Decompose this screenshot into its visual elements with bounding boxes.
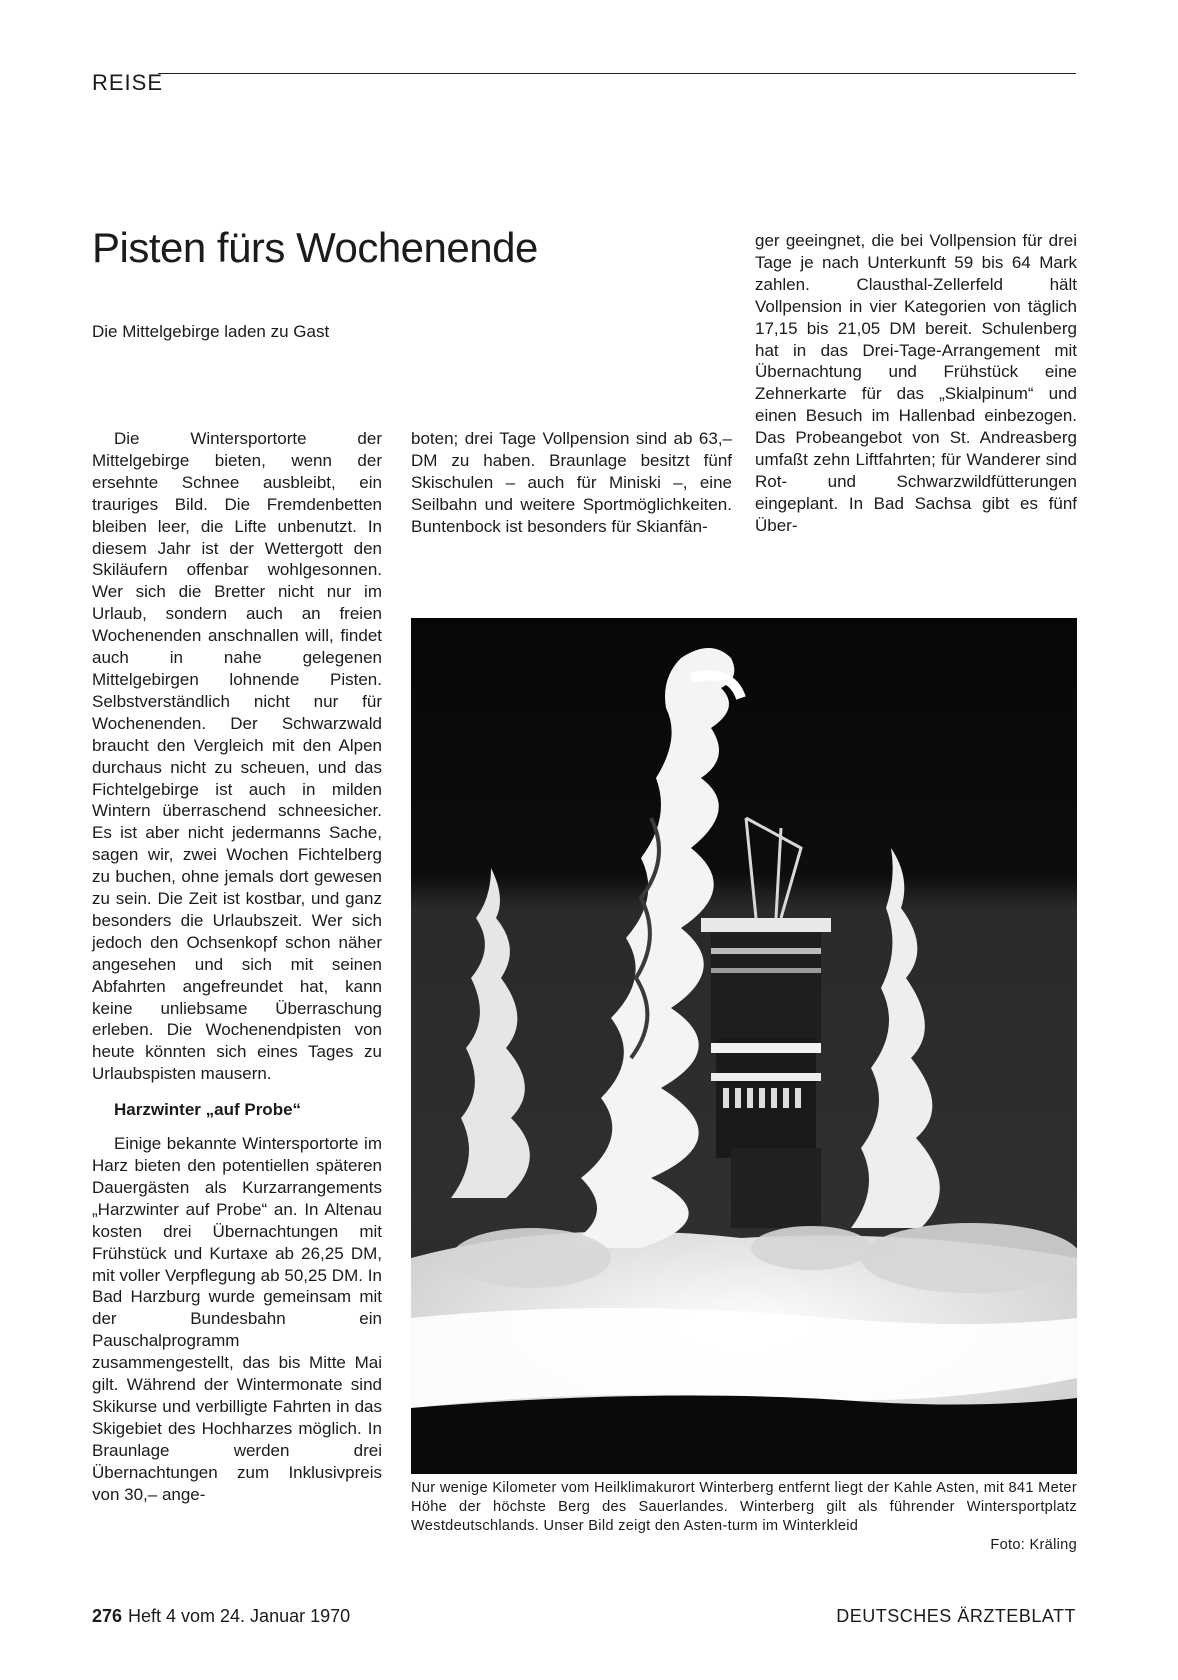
page-number: 276 <box>92 1606 123 1626</box>
snow-scene-illustration <box>411 618 1077 1474</box>
paragraph-col2: boten; drei Tage Vollpension sind ab 63,– DM zu haben. Braunlage besitzt fünf Skischulen – auch für Miniski –, eine Seilbahn und weitere Sportmöglichkeiten. Buntenbock ist besonders für Skianfän- <box>411 429 732 536</box>
section-label: REISE <box>92 70 164 95</box>
photo-astenturm-winter <box>411 618 1077 1474</box>
paragraph-harz: Einige bekannte Wintersportorte im Harz bieten den potentiellen späteren Dauergästen als Kurzarrangements „Harzwinter auf Probe“ an. In Altenau kosten drei Übernachtungen mit Frühstück und Kurtaxe ab 26,25 DM, mit voller Verpflegung ab 50,25 DM. In Bad Harzburg wurde gemeinsam mit der Bundesbahn ein Pauschalprogramm zusammengestellt, das bis Mitte Mai gilt. Während der Wintermonate sind Skikurse und verbilligte Fahrten in das Skigebiet des Hochharzes möglich. In Braunlage werden drei Übernachtungen zum Inklusivpreis von 30,– ange- <box>92 1134 382 1504</box>
journal-name: DEUTSCHES ÄRZTEBLATT <box>836 1606 1076 1626</box>
section-heading: Harzwinter „auf Probe“ <box>114 1100 302 1120</box>
paragraph-intro: Die Wintersportorte der Mittelgebirge bieten, wenn der ersehnte Schnee ausbleibt, ein trauriges Bild. Die Fremdenbetten bleiben leer, die Lifte unbenutzt. In diesem Jahr ist der Wettergott den Skiläufern offenbar wohlgesonnen. Wer sich die Bretter nicht nur im Urlaub, sondern auch an freien Wochenenden anschnallen will, findet auch in nahe gelegenen Mittelgebirgen lohnende Pisten. Selbstverständlich nicht nur für Wochenenden. Der Schwarzwald braucht den Vergleich mit den Alpen durchaus nicht zu scheuen, und das Fichtelgebirge ist auch in milden Wintern überraschend schneesicher. Es ist aber nicht jedermanns Sache, sagen wir, zwei Wochen Fichtelberg zu buchen, ohne jemals dort gewesen zu sein. Die Zeit ist kostbar, und ganz besonders die Urlaubszeit. Wer sich jedoch den Ochsenkopf schon näher angesehen und sich mit seinen Abfahrten angefreundet hat, kann keine unliebsame Überraschung erleben. Die Wochenendpisten von heute könnten sich eines Tages zu Urlaubspisten mausern. <box>92 429 382 1084</box>
column-2 <box>411 428 732 538</box>
article-title: Pisten fürs Wochenende <box>92 224 538 271</box>
column-3 <box>755 230 1077 537</box>
issue-info: Heft 4 vom 24. Januar 1970 <box>128 1606 351 1626</box>
article-subtitle: Die Mittelgebirge laden zu Gast <box>92 322 330 341</box>
caption-text: Nur wenige Kilometer vom Heilklimakurort Winterberg entfernt liegt der Kahle Asten, mit 841 Meter Höhe der höchste Berg des Sauerlandes. Winterberg gilt als führender Wintersportplatz Westdeutschlands. Unser Bild zeigt den Asten-turm im Winterkleid <box>411 1480 1077 1534</box>
header-rule <box>158 73 1076 74</box>
photo-caption <box>411 1479 1077 1553</box>
photo-credit: Foto: Kräling <box>990 1537 1077 1553</box>
paragraph-col3: ger geeingnet, die bei Vollpension für drei Tage je nach Unterkunft 59 bis 64 Mark zahlen. Clausthal-Zellerfeld hält Vollpension in vier Kategorien von täglich 17,15 bis 21,05 DM bereit. Schulenberg hat in das Drei-Tage-Arrangement mit Übernachtung und Frühstück eine Zehnerkarte für das „Skialpinum“ und einen Besuch im Hallenbad einbezogen. Das Probeangebot von St. Andreasberg umfaßt zehn Liftfahrten; für Wanderer sind Rot- und Schwarzwildfütterungen eingeplant. In Bad Sachsa gibt es fünf Über- <box>755 231 1077 535</box>
column-1 <box>92 428 382 1506</box>
